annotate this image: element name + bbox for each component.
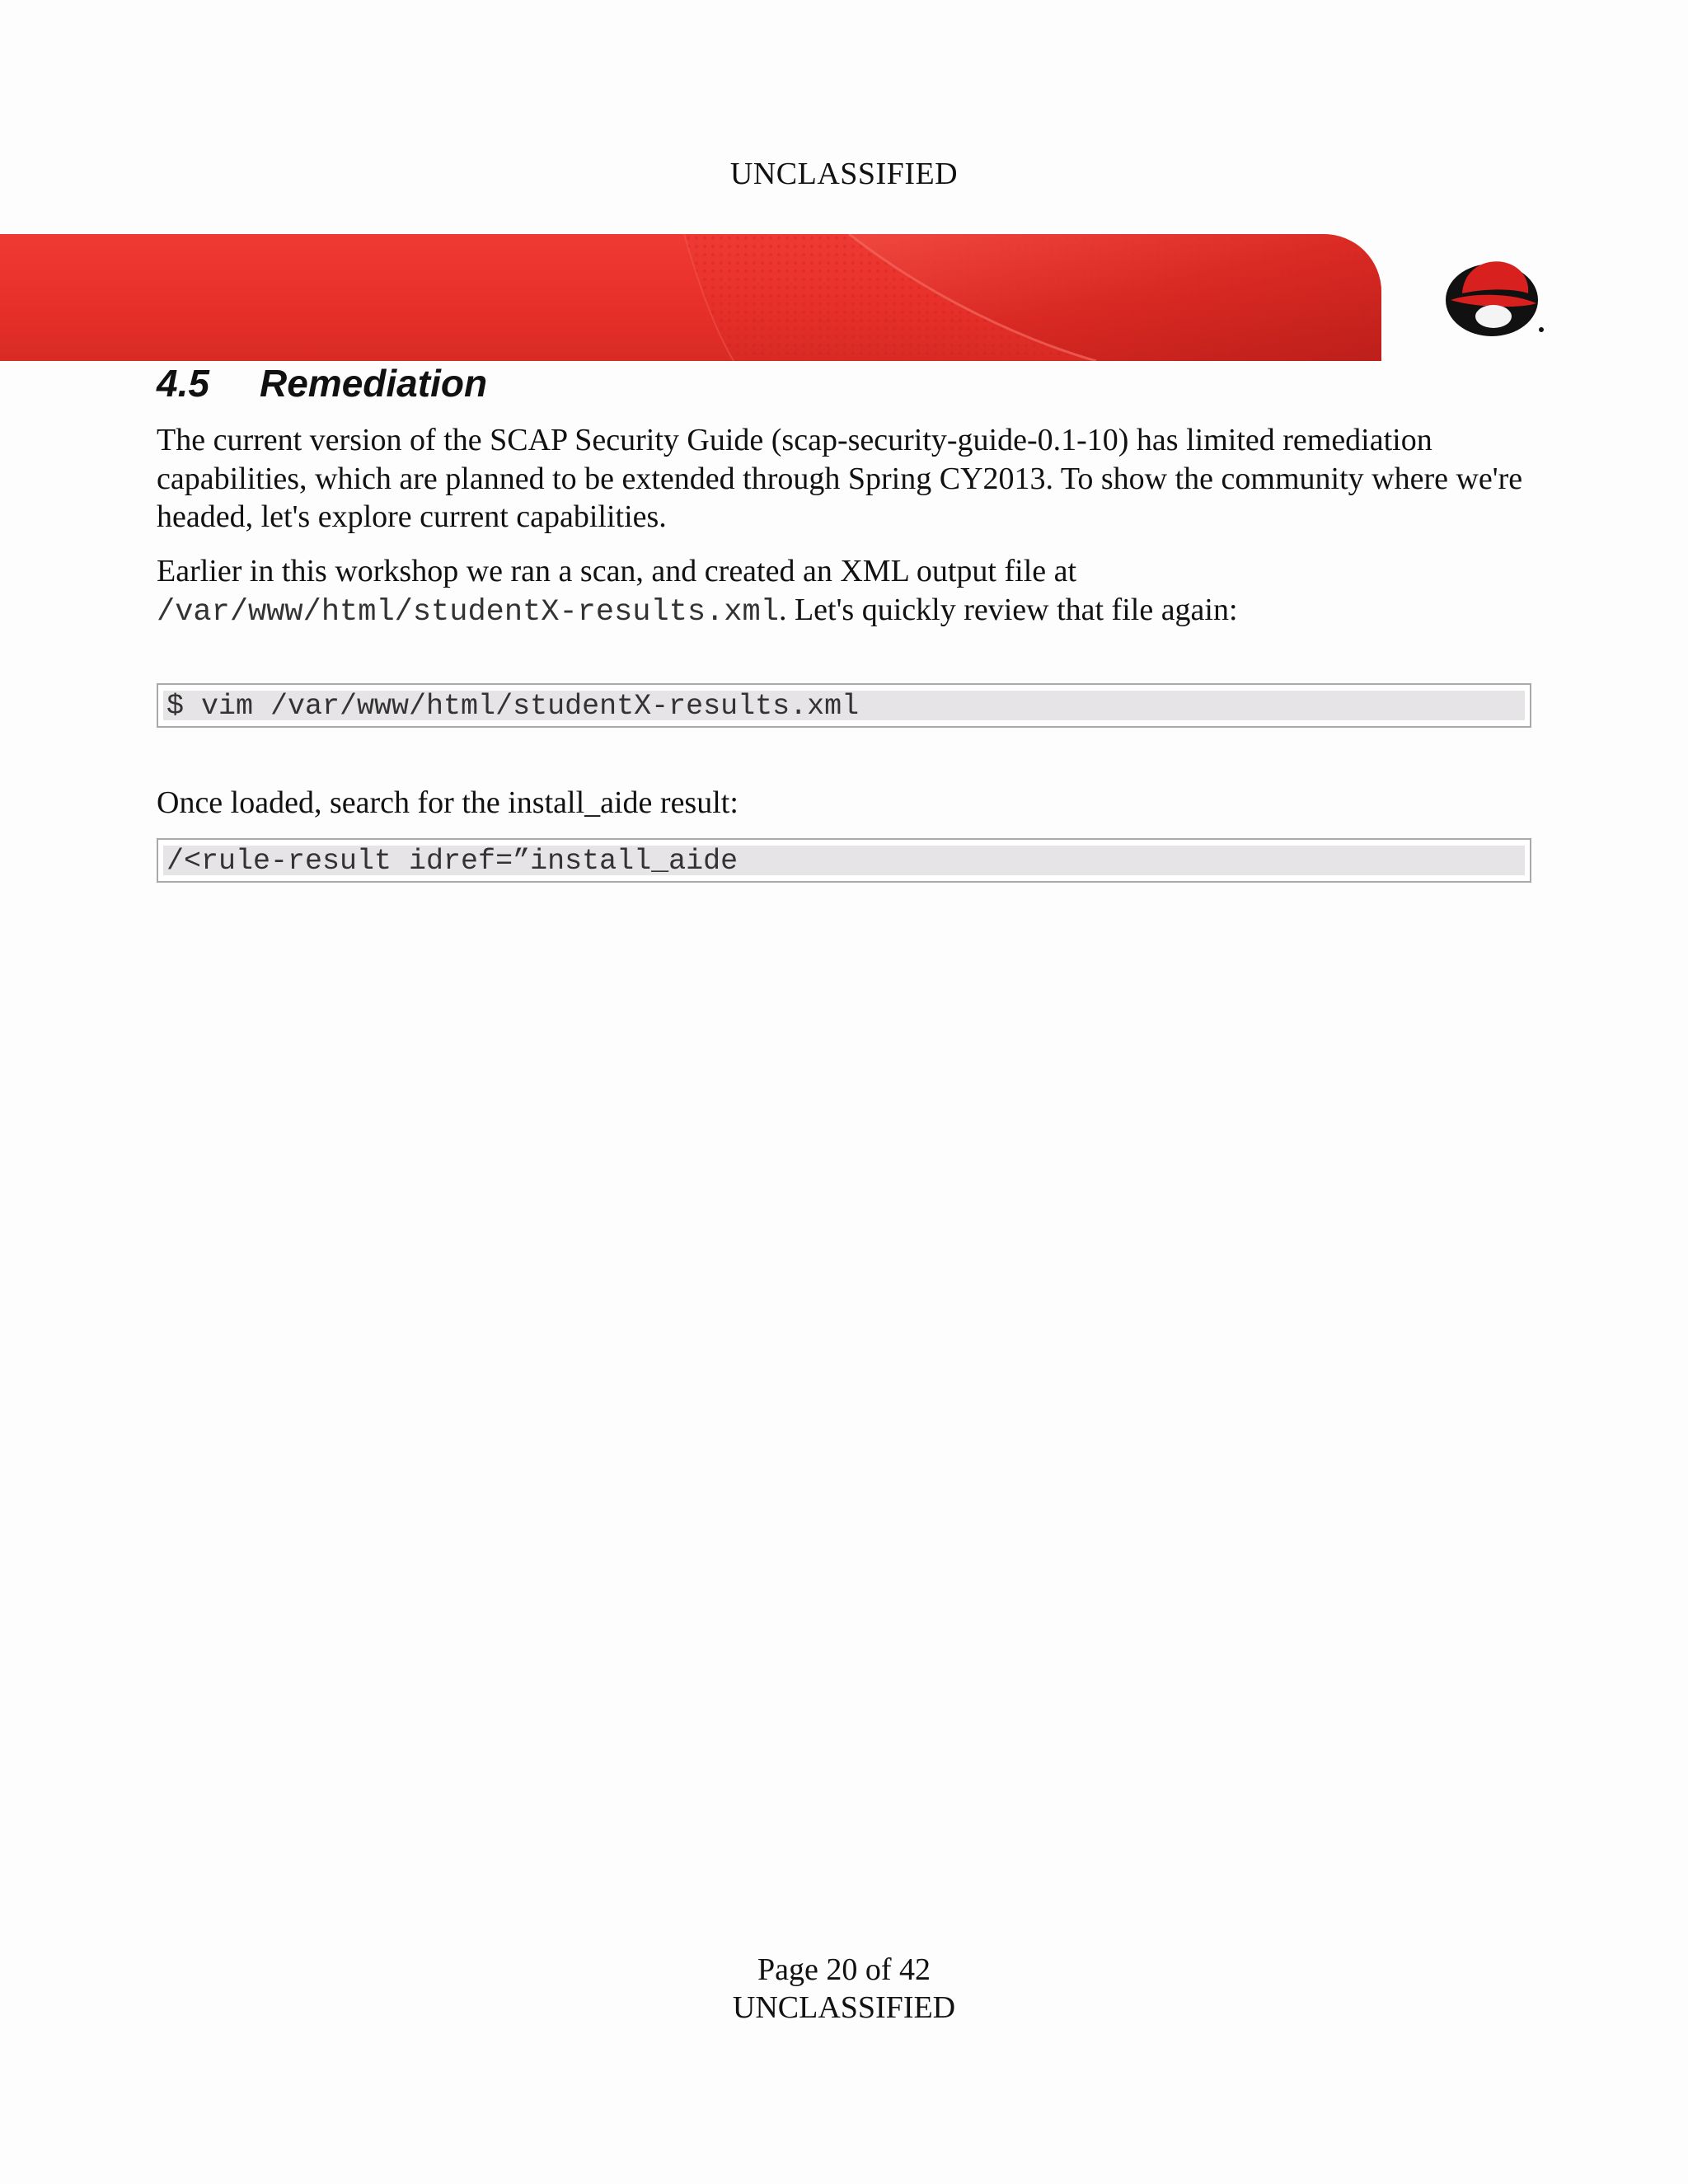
- red-hat-logo: [1444, 254, 1546, 343]
- red-header-banner: [0, 234, 1381, 361]
- paragraph-text: Earlier in this workshop we ran a scan, and created an XML output file at: [157, 554, 1077, 588]
- results-file-path: /var/www/html/studentX-results.xml: [157, 594, 779, 630]
- footer-classification: UNCLASSIFIED: [732, 1990, 956, 2025]
- header-classification: UNCLASSIFIED: [729, 157, 959, 191]
- search-paragraph: Once loaded, search for the install_aide result:: [157, 785, 738, 820]
- code-block-vim: [157, 683, 1531, 728]
- page-number: Page 20 of 42: [757, 1952, 931, 1987]
- section-number: 4.5: [157, 362, 209, 405]
- intro-paragraph: The current version of the SCAP Security Guide (scap-security-guide-0.1-10) has limited remediation capabilities, which are planned to be extended through Spring CY2013. To show the community where we're headed, let's explore current capabilities.: [157, 423, 1523, 534]
- scan-review-paragraph: [157, 552, 1541, 631]
- paragraph-text-end: . Let's quickly review that file again:: [778, 592, 1238, 627]
- code-block-search: [157, 838, 1531, 883]
- code-text: /<rule-result idref=”install_aide: [166, 845, 738, 878]
- section-heading: [157, 360, 487, 406]
- code-text: $ vim /var/www/html/studentX-results.xml: [166, 690, 860, 723]
- section-title: Remediation: [260, 362, 488, 405]
